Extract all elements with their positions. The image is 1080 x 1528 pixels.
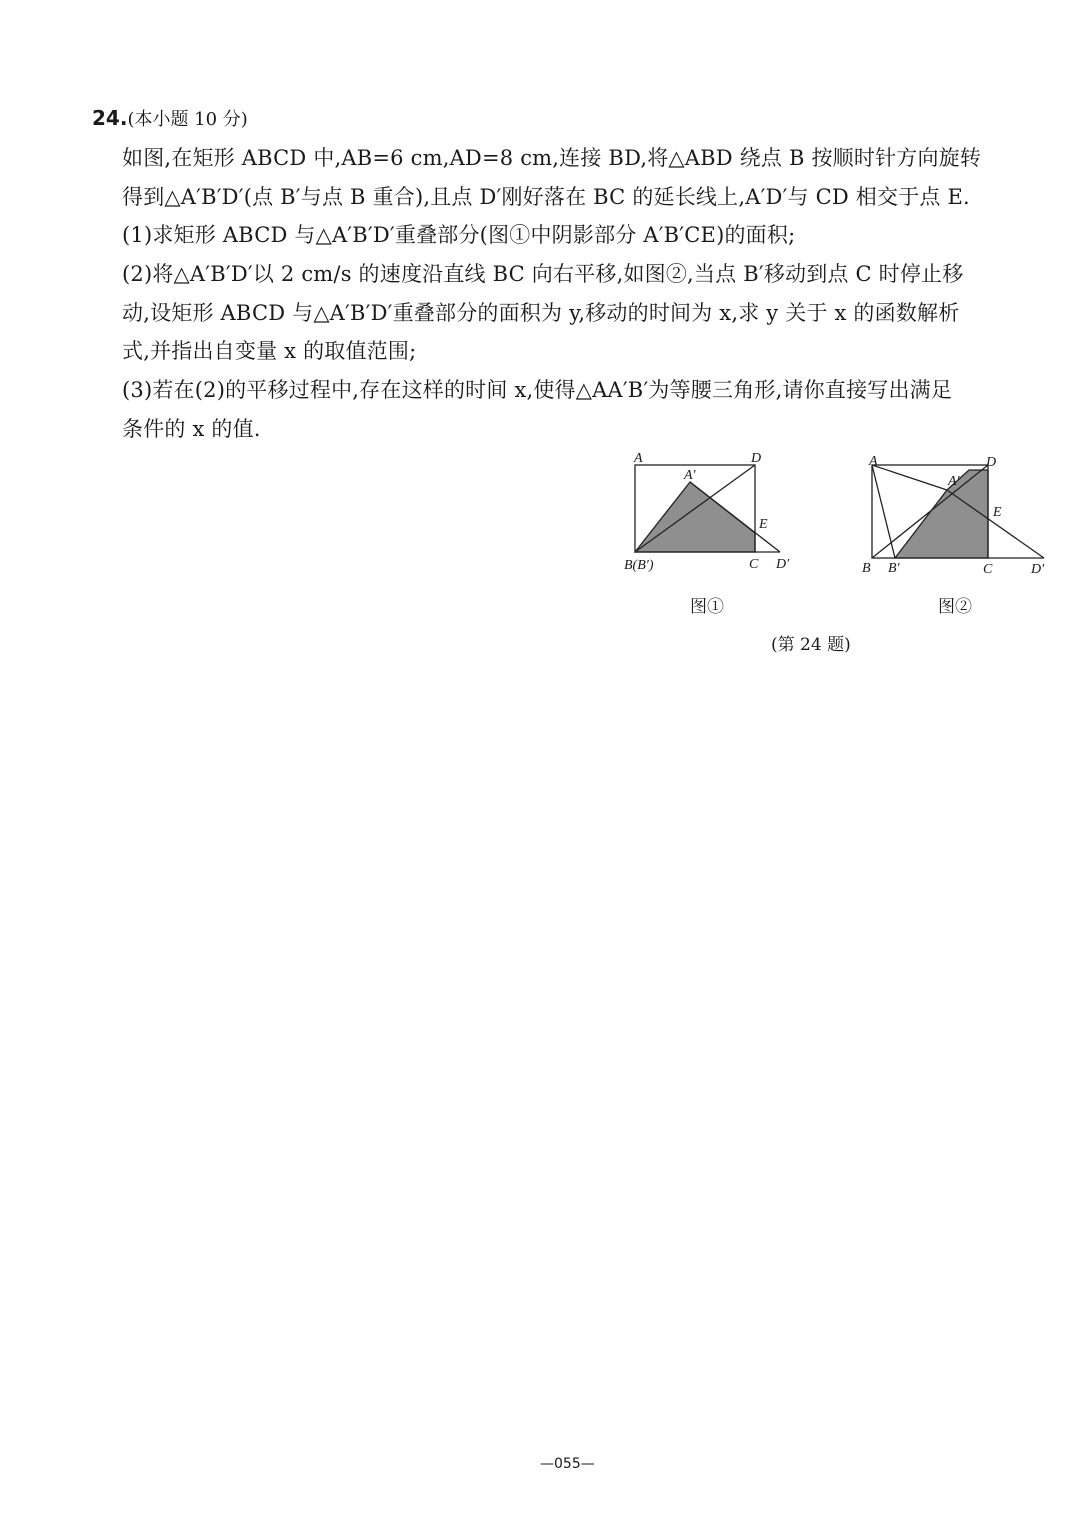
- figure-2-label-d: D: [986, 455, 997, 470]
- page-number: —055—: [540, 1456, 595, 1472]
- figure-1-label-e: E: [759, 517, 768, 532]
- figure-1-label-d: D: [751, 451, 762, 466]
- question-line: (2)将△A′B′D′以 2 cm/s 的速度沿直线 BC 向右平移,如图②,当点 B′移动到点 C 时停止移: [122, 262, 964, 287]
- figure-1-shaded-overlap: [635, 482, 755, 552]
- question-line: (3)若在(2)的平移过程中,存在这样的时间 x,使得△AA′B′为等腰三角形,请你直接写出满足: [122, 378, 953, 403]
- question-line: 动,设矩形 ABCD 与△A′B′D′重叠部分的面积为 y,移动的时间为 x,求 y 关于 x 的函数解析: [122, 300, 960, 325]
- figure-1-label-a: A: [634, 451, 643, 466]
- figure-2-label-c: C: [983, 562, 993, 577]
- figure-2-shaded-overlap: [895, 470, 988, 558]
- question-line: 得到△A′B′D′(点 B′与点 B 重合),且点 D′刚好落在 BC 的延长线上,A′D′与 CD 相交于点 E.: [122, 184, 970, 209]
- figure-1-label-c: C: [749, 557, 759, 572]
- figure-2-label-a-prime: A′: [948, 474, 960, 489]
- figure-2-segment-ab-prime: [872, 465, 895, 558]
- figure-1-label-d-prime: D′: [776, 557, 790, 572]
- figure-reference: (第 24 题): [771, 635, 851, 655]
- figure-2-segment-aa-prime: [872, 465, 947, 490]
- question-body: [122, 139, 1052, 449]
- figure-2-caption: 图②: [938, 597, 972, 617]
- question-number: 24.: [92, 106, 128, 130]
- question-line: 式,并指出自变量 x 的取值范围;: [122, 339, 417, 364]
- question-line: 条件的 x 的值.: [122, 416, 261, 441]
- figure-2-label-a: A: [869, 454, 878, 469]
- question-header: [92, 104, 248, 134]
- figure-2-label-d-prime: D′: [1031, 562, 1045, 577]
- figure-1-caption: 图①: [690, 597, 724, 617]
- figure-2: [858, 448, 1058, 580]
- figure-2-label-e: E: [993, 505, 1002, 520]
- question-line: 如图,在矩形 ABCD 中,AB=6 cm,AD=8 cm,连接 BD,将△ABD 绕点 B 按顺时针方向旋转: [122, 146, 982, 170]
- figure-1-label-a-prime: A′: [684, 468, 696, 483]
- question-line: (1)求矩形 ABCD 与△A′B′D′重叠部分(图①中阴影部分 A′B′CE)的面积;: [122, 223, 796, 248]
- figure-2-label-b-prime: B′: [888, 561, 900, 576]
- question-points: (本小题 10 分): [127, 109, 248, 130]
- figure-1: [620, 448, 800, 580]
- figure-1-label-b-bprime: B(B′): [624, 558, 654, 573]
- figure-2-label-b: B: [862, 561, 871, 576]
